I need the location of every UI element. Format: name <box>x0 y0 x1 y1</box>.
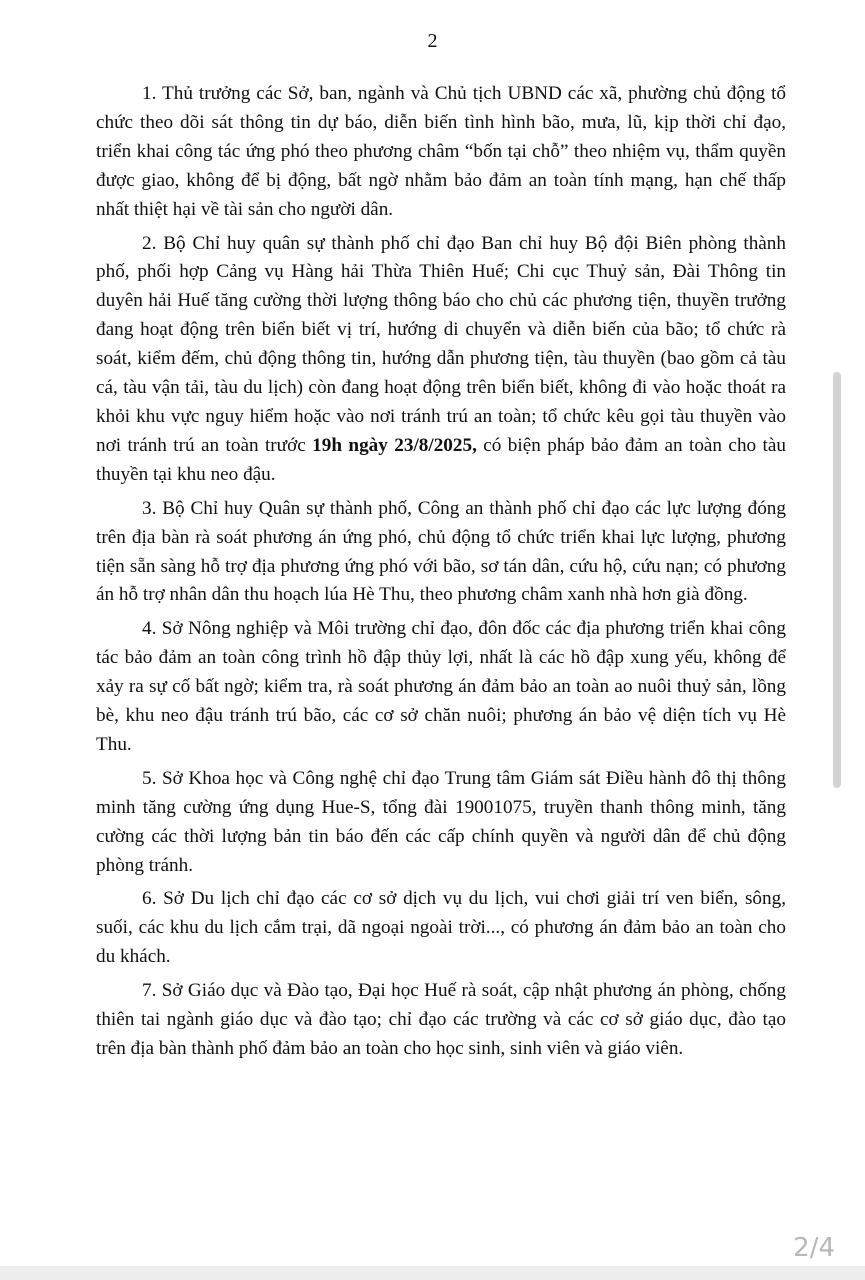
scrollbar-thumb[interactable] <box>833 372 841 788</box>
page-indicator: 2/4 <box>793 1233 835 1263</box>
paragraph-1: 1. Thủ trưởng các Sở, ban, ngành và Chủ tịch UBND các xã, phường chủ động tổ chức theo dõi sát thông tin dự báo, diễn biến tình hình bão, mưa, lũ, kịp thời chỉ đạo, triển khai công tác ứng phó theo phương châm “bốn tại chỗ” theo nhiệm vụ, thẩm quyền được giao, không để bị động, bất ngờ nhằm bảo đảm an toàn tính mạng, hạn chế thấp nhất thiệt hại về tài sản cho người dân. <box>96 83 786 220</box>
deadline-bold: 19h ngày 23/8/2025, <box>312 434 477 456</box>
paragraph-5: 5. Sở Khoa học và Công nghệ chỉ đạo Trung tâm Giám sát Điều hành đô thị thông minh tăng cường ứng dụng Hue-S, tổng đài 19001075, truyền thanh thông minh, tăng cường các thời lượng bản tin báo đến các cấp chính quyền và người dân để chủ động phòng tránh. <box>96 767 786 876</box>
page-number: 2 <box>427 30 438 52</box>
paragraph-4: 4. Sở Nông nghiệp và Môi trường chỉ đạo, đôn đốc các địa phương triển khai công tác bảo đảm an toàn công trình hồ đập thủy lợi, nhất là các hồ đập xung yếu, không để xảy ra sự cố bất ngờ; kiểm tra, rà soát phương án đảm bảo an toàn ao nuôi thuỷ sản, lồng bè, khu neo đậu tránh trú bão, các cơ sở chăn nuôi; phương án bảo vệ diện tích vụ Hè Thu. <box>96 618 786 755</box>
paragraph-2: 2. Bộ Chỉ huy quân sự thành phố chỉ đạo Ban chỉ huy Bộ đội Biên phòng thành phố, phối hợp Cảng vụ Hàng hải Thừa Thiên Huế; Chi cục Thuỷ sản, Đài Thông tin duyên hải Huế tăng cường thời lượng thông báo cho chủ các phương tiện, thuyền trưởng đang hoạt động trên biển biết vị trí, hướng di chuyển và diễn biến của bão; tổ chức rà soát, kiểm đếm, chủ động thông tin, hướng dẫn phương tiện, tàu thuyền (bao gồm cả tàu cá, tàu vận tải, tàu du lịch) còn đang hoạt động trên biển biết, không đi vào hoặc thoát ra khỏi khu vực nguy hiểm hoặc vào nơi tránh trú an toàn; tổ chức kêu gọi tàu thuyền vào nơi tránh trú an toàn trước 19h ngày 23/8/2025, có biện pháp bảo đảm an toàn cho tàu thuyền tại khu neo đậu. <box>96 232 786 485</box>
paragraph-6: 6. Sở Du lịch chỉ đạo các cơ sở dịch vụ du lịch, vui chơi giải trí ven biển, sông, suối, các khu du lịch cắm trại, dã ngoại ngoài trời..., có phương án đảm bảo an toàn cho du khách. <box>96 888 786 968</box>
paragraph-3: 3. Bộ Chỉ huy Quân sự thành phố, Công an thành phố chỉ đạo các lực lượng đóng trên địa bàn rà soát phương án ứng phó, chủ động tổ chức triển khai lực lượng, phương tiện sẵn sàng hỗ trợ địa phương ứng phó với bão, sơ tán dân, cứu hộ, cứu nạn; có phương án hỗ trợ nhân dân thu hoạch lúa Hè Thu, theo phương châm xanh nhà hơn già đồng. <box>96 497 786 606</box>
document-body <box>96 80 786 1069</box>
paragraph-7: 7. Sở Giáo dục và Đào tạo, Đại học Huế rà soát, cập nhật phương án phòng, chống thiên tai ngành giáo dục và đào tạo; chỉ đạo các trường và các cơ sở giáo dục, đào tạo trên địa bàn thành phố đảm bảo an toàn cho học sinh, sinh viên và giáo viên. <box>96 980 786 1059</box>
bottom-bar <box>0 1266 865 1280</box>
